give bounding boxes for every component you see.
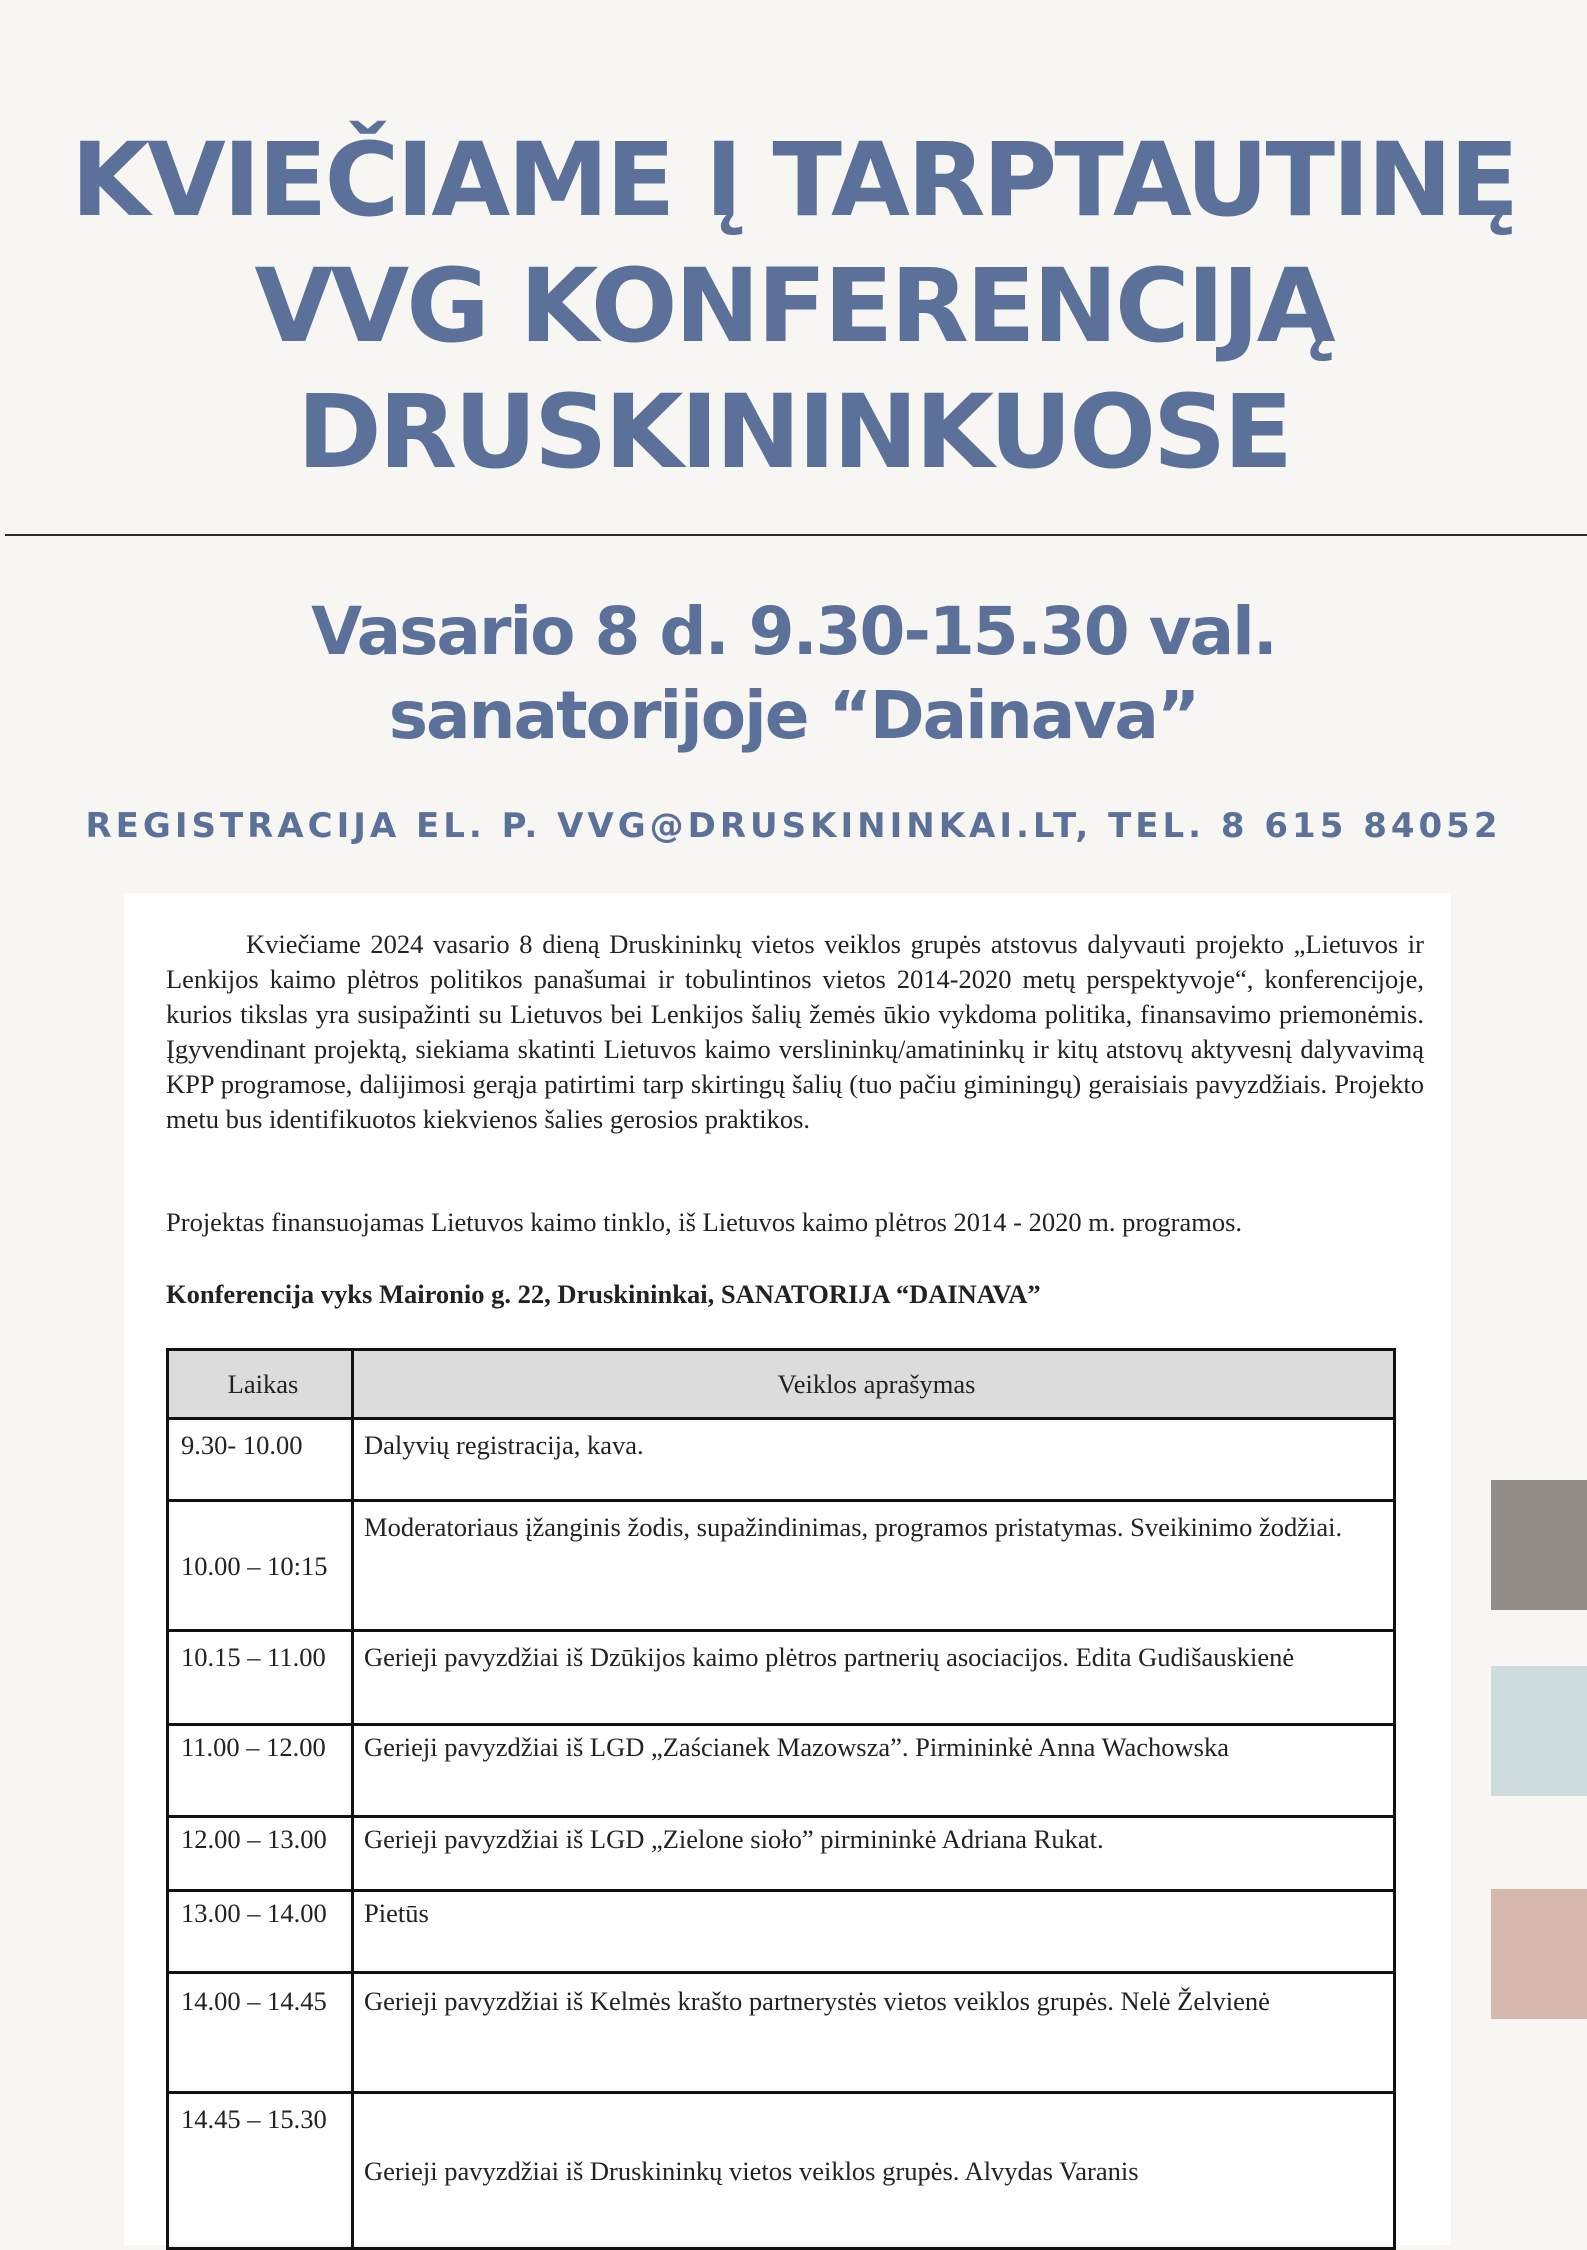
row-description: Gerieji pavyzdžiai iš LGD „Zielone sioło” pirmininkė Adriana Rukat. — [353, 1817, 1395, 1891]
event-date-time: Vasario 8 d. 9.30-15.30 val. — [311, 593, 1276, 670]
event-venue: sanatorijoje “Dainava” — [388, 677, 1199, 754]
title-line-1: KVIEČIAME Į TARPTAUTINĘ — [70, 121, 1517, 240]
row-description: Gerieji pavyzdžiai iš Dzūkijos kaimo plėtros partnerių asociacijos. Edita Gudišauskienė — [353, 1631, 1395, 1725]
table-row — [168, 1501, 1395, 1631]
row-description: Moderatoriaus įžanginis žodis, supažindinimas, programos pristatymas. Sveikinimo žodžiai. — [353, 1501, 1395, 1631]
row-time: 11.00 – 12.00 — [168, 1725, 353, 1817]
registration-contact: REGISTRACIJA EL. P. VVG@DRUSKININKAI.LT, TEL. 8 615 84052 — [85, 806, 1502, 846]
venue-line: Konferencija vyks Maironio g. 22, Druskininkai, SANATORIJA “DAINAVA” — [166, 1279, 1041, 1309]
row-description: Gerieji pavyzdžiai iš LGD „Zaścianek Mazowsza”. Pirmininkė Anna Wachowska — [353, 1725, 1395, 1817]
row-time: 9.30- 10.00 — [168, 1419, 353, 1501]
funding-paragraph: Projektas finansuojamas Lietuvos kaimo tinklo, iš Lietuvos kaimo plėtros 2014 - 2020 m. programos. — [166, 1207, 1243, 1237]
color-swatch-blue — [1491, 1666, 1587, 1796]
row-time: 12.00 – 13.00 — [168, 1817, 353, 1891]
table-row — [168, 1973, 1395, 2093]
table-row — [168, 1631, 1395, 1725]
table-row — [168, 2093, 1395, 2249]
invitation-document — [124, 893, 1451, 2245]
schedule-header-row — [168, 1350, 1395, 1419]
row-time: 10.15 – 11.00 — [168, 1631, 353, 1725]
title-divider — [5, 534, 1587, 536]
row-description: Gerieji pavyzdžiai iš Druskininkų vietos veiklos grupės. Alvydas Varanis — [353, 2093, 1395, 2249]
intro-paragraph: Kviečiame 2024 vasario 8 dieną Druskininkų vietos veiklos grupės atstovus dalyvauti projekto „Lietuvos ir Lenkijos kaimo plėtros politikos panašumai ir tobulintinos vietos 2014-2020 metų perspektyvoje“, konferencijoje, kurios tikslas yra susipažinti su Lietuvos bei Lenkijos šalių žemės ūkio vykdoma politika, finansavimo priemonėmis. Įgyvendinant projektą, siekiama skatinti Lietuvos kaimo verslininkų/amatininkų ir kitų atstovų aktyvesnį dalyvavimą KPP programose, dalijimosi gerąja patirtimi tarp skirtingų šalių (tuo pačiu giminingų) geraisiais pavyzdžiais. Projekto metu bus identifikuotos kiekvienos šalies gerosios praktikos. — [166, 929, 1424, 1134]
row-description: Gerieji pavyzdžiai iš Kelmės krašto partnerystės vietos veiklos grupės. Nelė Želvienė — [353, 1973, 1395, 2093]
row-time: 14.45 – 15.30 — [168, 2093, 353, 2249]
table-row — [168, 1419, 1395, 1501]
row-description: Pietūs — [353, 1891, 1395, 1973]
table-row — [168, 1817, 1395, 1891]
title-line-3: DRUSKININKUOSE — [296, 373, 1291, 492]
row-time: 14.00 – 14.45 — [168, 1973, 353, 2093]
page-title — [0, 118, 1587, 496]
title-line-2: VVG KONFERENCIJĄ — [254, 247, 1333, 366]
color-swatch-gray — [1491, 1480, 1587, 1610]
table-row — [168, 1891, 1395, 1973]
color-swatch-pink — [1491, 1889, 1587, 2019]
row-description: Dalyvių registracija, kava. — [353, 1419, 1395, 1501]
header-description: Veiklos aprašymas — [353, 1350, 1395, 1419]
event-info — [0, 590, 1587, 758]
row-time: 13.00 – 14.00 — [168, 1891, 353, 1973]
row-time: 10.00 – 10:15 — [168, 1501, 353, 1631]
table-row — [168, 1725, 1395, 1817]
schedule-table — [166, 1348, 1396, 2250]
header-time: Laikas — [168, 1350, 353, 1419]
